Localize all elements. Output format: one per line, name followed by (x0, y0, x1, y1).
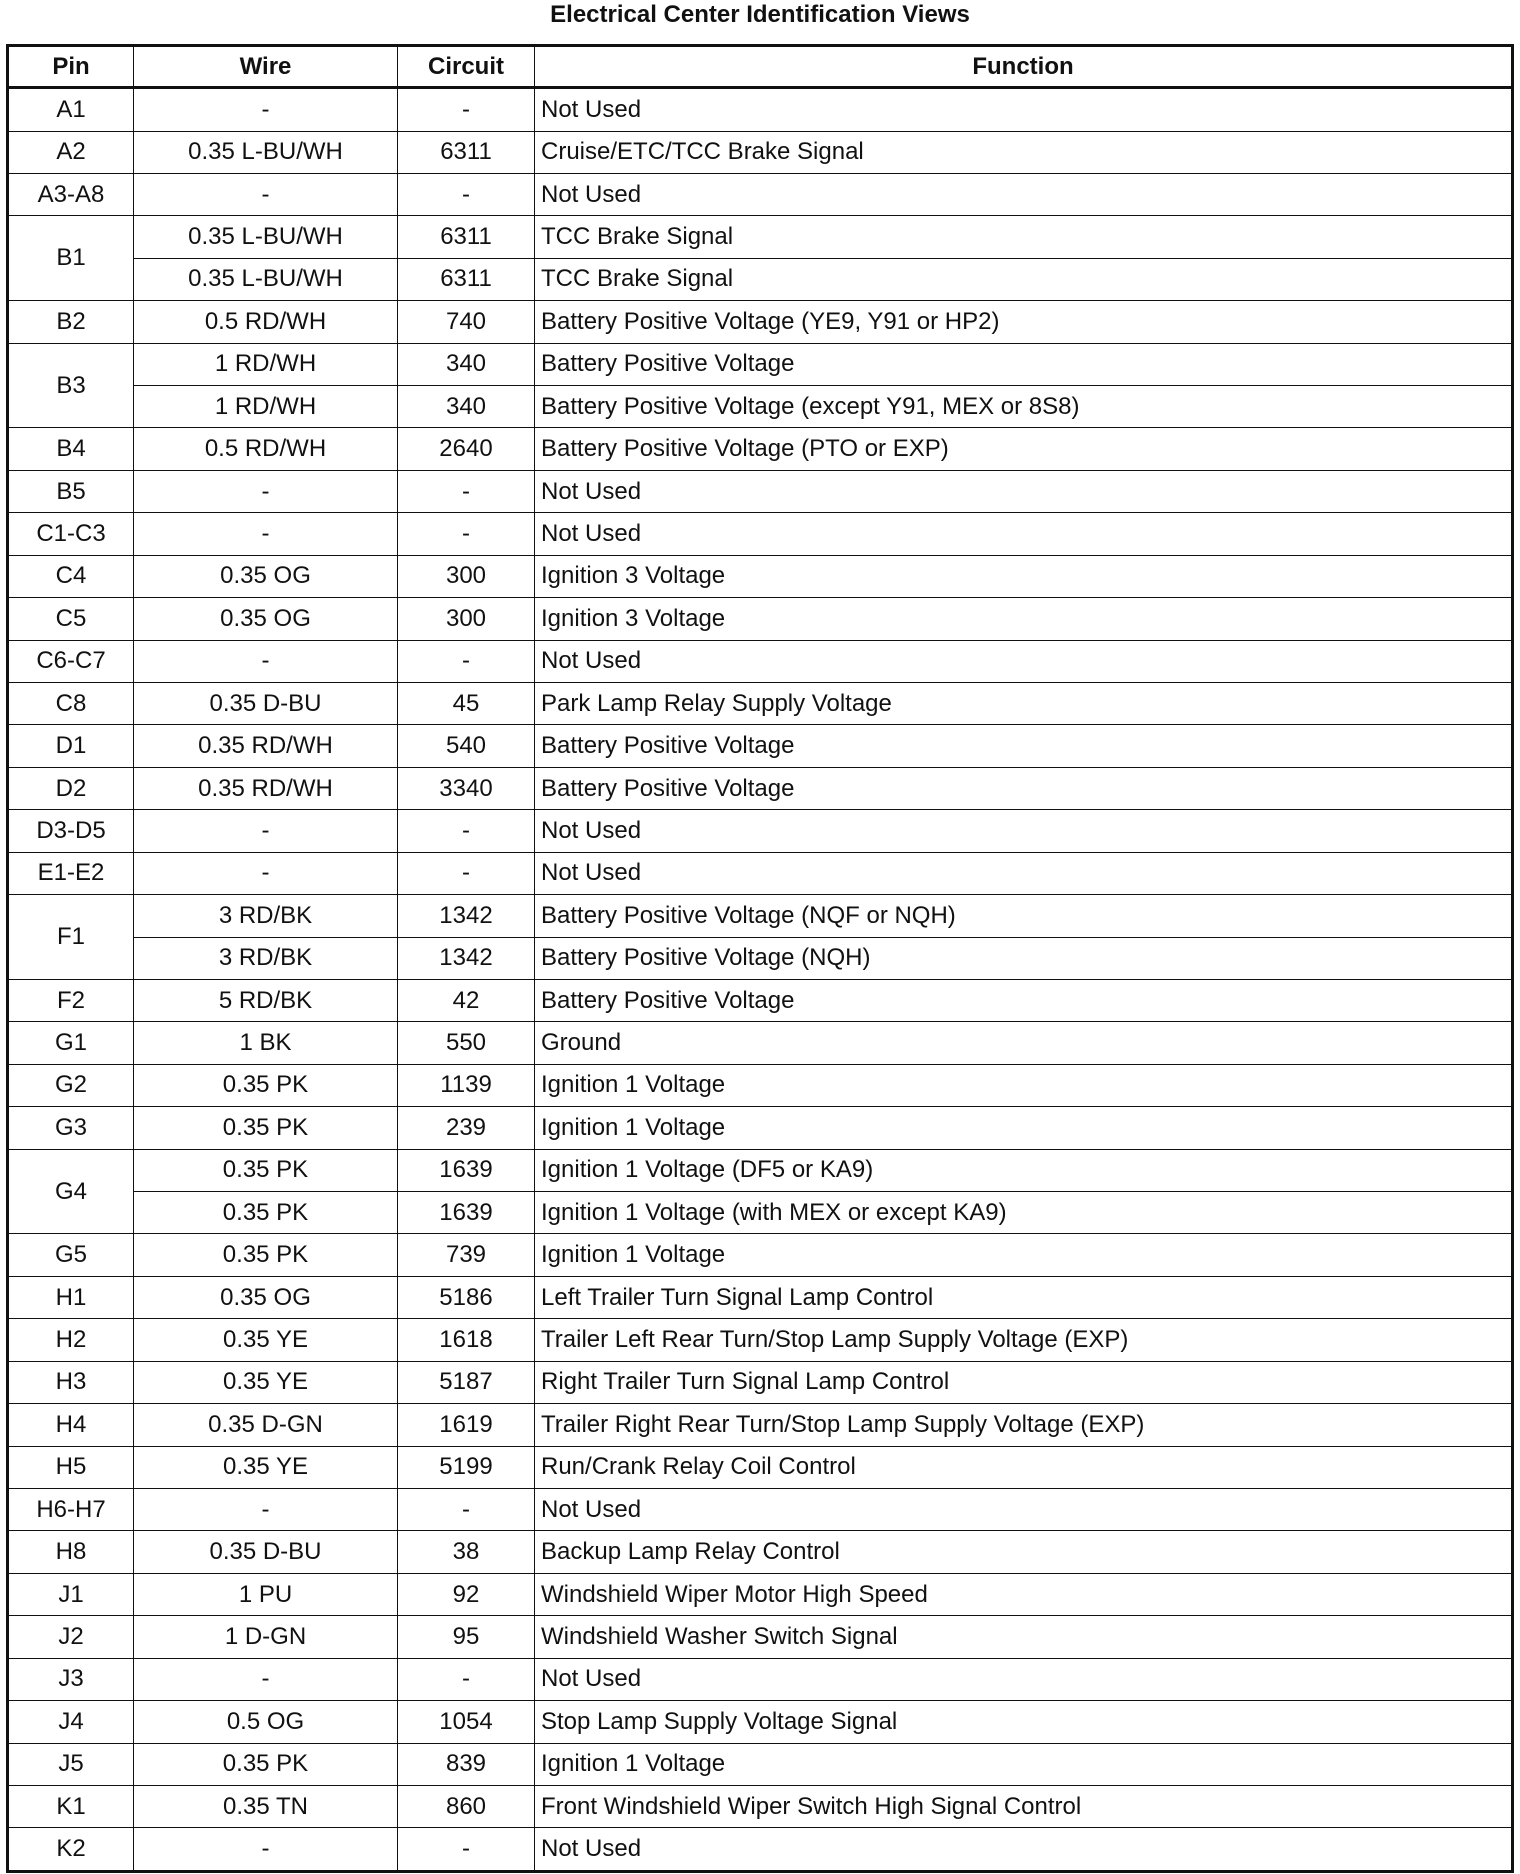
function-cell: Not Used (535, 470, 1513, 512)
wire-cell: 1 RD/WH (134, 343, 398, 385)
table-row (8, 470, 1513, 512)
circuit-cell: 860 (398, 1785, 535, 1827)
function-cell: Not Used (535, 88, 1513, 132)
circuit-cell: - (398, 513, 535, 555)
table-body (8, 88, 1513, 1872)
circuit-cell: 2640 (398, 428, 535, 470)
wire-cell: 0.35 PK (134, 1234, 398, 1276)
circuit-cell: 550 (398, 1022, 535, 1064)
table-row (8, 1616, 1513, 1658)
function-cell: Ignition 1 Voltage (535, 1107, 1513, 1149)
function-cell: Ignition 1 Voltage (535, 1064, 1513, 1106)
table-row (8, 598, 1513, 640)
function-cell: Battery Positive Voltage (535, 979, 1513, 1021)
circuit-cell: - (398, 173, 535, 215)
wire-cell: 0.35 PK (134, 1064, 398, 1106)
circuit-cell: 38 (398, 1531, 535, 1573)
function-cell: Cruise/ETC/TCC Brake Signal (535, 131, 1513, 173)
circuit-cell: 1054 (398, 1701, 535, 1743)
pin-cell: D1 (8, 725, 134, 767)
circuit-cell: 42 (398, 979, 535, 1021)
table-row (8, 1234, 1513, 1276)
connector-pinout-table (6, 44, 1514, 1873)
function-cell: Ignition 3 Voltage (535, 555, 1513, 597)
pin-cell: H5 (8, 1446, 134, 1488)
table-row (8, 301, 1513, 343)
circuit-cell: 5186 (398, 1276, 535, 1318)
circuit-cell: 1342 (398, 937, 535, 979)
wire-cell: 0.35 D-BU (134, 682, 398, 724)
pin-cell: H3 (8, 1361, 134, 1403)
function-cell: Not Used (535, 1828, 1513, 1872)
function-cell: Not Used (535, 640, 1513, 682)
pin-cell: H4 (8, 1404, 134, 1446)
function-cell: Windshield Wiper Motor High Speed (535, 1573, 1513, 1615)
table-row (8, 1743, 1513, 1785)
function-cell: Battery Positive Voltage (NQH) (535, 937, 1513, 979)
circuit-cell: 340 (398, 343, 535, 385)
table-row (8, 1022, 1513, 1064)
wire-cell: - (134, 470, 398, 512)
pin-cell: A2 (8, 131, 134, 173)
table-row (8, 513, 1513, 555)
pin-cell: G3 (8, 1107, 134, 1149)
table-row (8, 1404, 1513, 1446)
wire-cell: - (134, 852, 398, 894)
wire-cell: - (134, 513, 398, 555)
pin-cell: D2 (8, 767, 134, 809)
table-row (8, 216, 1513, 258)
table-row (8, 131, 1513, 173)
circuit-cell: 300 (398, 598, 535, 640)
function-cell: Battery Positive Voltage (535, 725, 1513, 767)
table-row (8, 1701, 1513, 1743)
function-cell: Not Used (535, 1658, 1513, 1700)
table-row (8, 1531, 1513, 1573)
circuit-cell: - (398, 470, 535, 512)
table-row (8, 810, 1513, 852)
page-title: Electrical Center Identification Views (550, 1, 970, 28)
table-row (8, 1785, 1513, 1827)
column-header-wire: Wire (134, 46, 398, 88)
circuit-cell: 300 (398, 555, 535, 597)
column-header-circuit: Circuit (398, 46, 535, 88)
wire-cell: - (134, 640, 398, 682)
wire-cell: 0.5 RD/WH (134, 301, 398, 343)
function-cell: Park Lamp Relay Supply Voltage (535, 682, 1513, 724)
circuit-cell: 6311 (398, 216, 535, 258)
wire-cell: 0.35 L-BU/WH (134, 258, 398, 300)
circuit-cell: - (398, 1658, 535, 1700)
circuit-cell: 6311 (398, 131, 535, 173)
circuit-cell: - (398, 1489, 535, 1531)
wire-cell: 1 PU (134, 1573, 398, 1615)
pin-cell: E1-E2 (8, 852, 134, 894)
pin-cell: H1 (8, 1276, 134, 1318)
circuit-cell: 1639 (398, 1149, 535, 1191)
circuit-cell: 340 (398, 386, 535, 428)
circuit-cell: - (398, 640, 535, 682)
function-cell: Trailer Right Rear Turn/Stop Lamp Supply Voltage (EXP) (535, 1404, 1513, 1446)
pin-cell: C6-C7 (8, 640, 134, 682)
function-cell: TCC Brake Signal (535, 216, 1513, 258)
circuit-cell: - (398, 1828, 535, 1872)
table-row (8, 1192, 1513, 1234)
table-row (8, 1658, 1513, 1700)
circuit-cell: - (398, 810, 535, 852)
wire-cell: 0.5 RD/WH (134, 428, 398, 470)
function-cell: Front Windshield Wiper Switch High Signal Control (535, 1785, 1513, 1827)
table-row (8, 725, 1513, 767)
pin-cell: B1 (8, 216, 134, 301)
table-row (8, 979, 1513, 1021)
wire-cell: 0.35 PK (134, 1149, 398, 1191)
pin-cell: G4 (8, 1149, 134, 1234)
pin-cell: F1 (8, 895, 134, 980)
table-row (8, 1276, 1513, 1318)
circuit-cell: - (398, 88, 535, 132)
table-row (8, 1107, 1513, 1149)
circuit-cell: 95 (398, 1616, 535, 1658)
wire-cell: 0.35 RD/WH (134, 725, 398, 767)
circuit-cell: 3340 (398, 767, 535, 809)
circuit-cell: 1618 (398, 1319, 535, 1361)
circuit-cell: 5187 (398, 1361, 535, 1403)
circuit-cell: 1639 (398, 1192, 535, 1234)
function-cell: Right Trailer Turn Signal Lamp Control (535, 1361, 1513, 1403)
pin-cell: G2 (8, 1064, 134, 1106)
function-cell: Ignition 1 Voltage (535, 1234, 1513, 1276)
pin-cell: D3-D5 (8, 810, 134, 852)
pin-cell: C5 (8, 598, 134, 640)
wire-cell: 0.35 RD/WH (134, 767, 398, 809)
table-row (8, 1446, 1513, 1488)
wire-cell: 0.35 D-BU (134, 1531, 398, 1573)
function-cell: Battery Positive Voltage (YE9, Y91 or HP2) (535, 301, 1513, 343)
function-cell: Trailer Left Rear Turn/Stop Lamp Supply Voltage (EXP) (535, 1319, 1513, 1361)
wire-cell: - (134, 88, 398, 132)
table-row (8, 1828, 1513, 1872)
circuit-cell: 739 (398, 1234, 535, 1276)
table-row (8, 640, 1513, 682)
pin-cell: J3 (8, 1658, 134, 1700)
pin-cell: B3 (8, 343, 134, 428)
circuit-cell: 92 (398, 1573, 535, 1615)
circuit-cell: 1619 (398, 1404, 535, 1446)
table-row (8, 173, 1513, 215)
table-row (8, 1064, 1513, 1106)
pin-cell: B2 (8, 301, 134, 343)
table-row (8, 1573, 1513, 1615)
function-cell: TCC Brake Signal (535, 258, 1513, 300)
pin-cell: C4 (8, 555, 134, 597)
function-cell: Backup Lamp Relay Control (535, 1531, 1513, 1573)
circuit-cell: 1342 (398, 895, 535, 937)
wire-cell: 5 RD/BK (134, 979, 398, 1021)
pin-cell: J2 (8, 1616, 134, 1658)
table-row (8, 555, 1513, 597)
function-cell: Battery Positive Voltage (535, 343, 1513, 385)
circuit-cell: 1139 (398, 1064, 535, 1106)
pin-cell: F2 (8, 979, 134, 1021)
wire-cell: 0.35 PK (134, 1107, 398, 1149)
wire-cell: 0.35 L-BU/WH (134, 216, 398, 258)
function-cell: Not Used (535, 810, 1513, 852)
table-row (8, 428, 1513, 470)
wire-cell: 0.35 L-BU/WH (134, 131, 398, 173)
wire-cell: - (134, 173, 398, 215)
function-cell: Not Used (535, 852, 1513, 894)
pin-cell: K1 (8, 1785, 134, 1827)
wire-cell: - (134, 1489, 398, 1531)
circuit-cell: - (398, 852, 535, 894)
pin-cell: H2 (8, 1319, 134, 1361)
function-cell: Not Used (535, 513, 1513, 555)
wire-cell: 1 D-GN (134, 1616, 398, 1658)
wire-cell: 0.35 PK (134, 1192, 398, 1234)
wire-cell: 0.35 PK (134, 1743, 398, 1785)
pin-cell: A3-A8 (8, 173, 134, 215)
table-row (8, 258, 1513, 300)
wire-cell: 0.35 YE (134, 1319, 398, 1361)
function-cell: Ignition 1 Voltage (535, 1743, 1513, 1785)
pin-cell: G1 (8, 1022, 134, 1064)
wire-cell: - (134, 1828, 398, 1872)
circuit-cell: 239 (398, 1107, 535, 1149)
wire-cell: - (134, 810, 398, 852)
pin-cell: H6-H7 (8, 1489, 134, 1531)
table-row (8, 1319, 1513, 1361)
function-cell: Not Used (535, 1489, 1513, 1531)
function-cell: Ignition 1 Voltage (DF5 or KA9) (535, 1149, 1513, 1191)
function-cell: Run/Crank Relay Coil Control (535, 1446, 1513, 1488)
wire-cell: 0.35 D-GN (134, 1404, 398, 1446)
wire-cell: 0.35 OG (134, 555, 398, 597)
table-row (8, 895, 1513, 937)
wire-cell: 0.35 OG (134, 1276, 398, 1318)
pin-cell: C1-C3 (8, 513, 134, 555)
wire-cell: - (134, 1658, 398, 1700)
table-row (8, 1149, 1513, 1191)
wire-cell: 0.35 TN (134, 1785, 398, 1827)
table-row (8, 767, 1513, 809)
function-cell: Windshield Washer Switch Signal (535, 1616, 1513, 1658)
function-cell: Stop Lamp Supply Voltage Signal (535, 1701, 1513, 1743)
pin-cell: H8 (8, 1531, 134, 1573)
pin-cell: B5 (8, 470, 134, 512)
circuit-cell: 45 (398, 682, 535, 724)
function-cell: Battery Positive Voltage (PTO or EXP) (535, 428, 1513, 470)
table-row (8, 386, 1513, 428)
circuit-cell: 540 (398, 725, 535, 767)
function-cell: Ignition 1 Voltage (with MEX or except KA9) (535, 1192, 1513, 1234)
wire-cell: 3 RD/BK (134, 895, 398, 937)
circuit-cell: 839 (398, 1743, 535, 1785)
pin-cell: G5 (8, 1234, 134, 1276)
pin-cell: C8 (8, 682, 134, 724)
pin-cell: K2 (8, 1828, 134, 1872)
function-cell: Left Trailer Turn Signal Lamp Control (535, 1276, 1513, 1318)
wire-cell: 3 RD/BK (134, 937, 398, 979)
circuit-cell: 6311 (398, 258, 535, 300)
circuit-cell: 5199 (398, 1446, 535, 1488)
function-cell: Ground (535, 1022, 1513, 1064)
table-row (8, 937, 1513, 979)
wire-cell: 0.35 YE (134, 1361, 398, 1403)
table-header (8, 46, 1513, 88)
pin-cell: J5 (8, 1743, 134, 1785)
wire-cell: 0.35 YE (134, 1446, 398, 1488)
function-cell: Battery Positive Voltage (NQF or NQH) (535, 895, 1513, 937)
pin-cell: A1 (8, 88, 134, 132)
column-header-pin: Pin (8, 46, 134, 88)
function-cell: Battery Positive Voltage (535, 767, 1513, 809)
column-header-function: Function (535, 46, 1513, 88)
table-row (8, 343, 1513, 385)
table-row (8, 1361, 1513, 1403)
table-row (8, 1489, 1513, 1531)
wire-cell: 1 RD/WH (134, 386, 398, 428)
table-row (8, 682, 1513, 724)
table-row (8, 852, 1513, 894)
circuit-cell: 740 (398, 301, 535, 343)
header-row (8, 46, 1513, 88)
wire-cell: 0.35 OG (134, 598, 398, 640)
pin-cell: J1 (8, 1573, 134, 1615)
function-cell: Battery Positive Voltage (except Y91, MEX or 8S8) (535, 386, 1513, 428)
function-cell: Not Used (535, 173, 1513, 215)
wire-cell: 1 BK (134, 1022, 398, 1064)
function-cell: Ignition 3 Voltage (535, 598, 1513, 640)
table-row (8, 88, 1513, 132)
wire-cell: 0.5 OG (134, 1701, 398, 1743)
pin-cell: B4 (8, 428, 134, 470)
pin-cell: J4 (8, 1701, 134, 1743)
